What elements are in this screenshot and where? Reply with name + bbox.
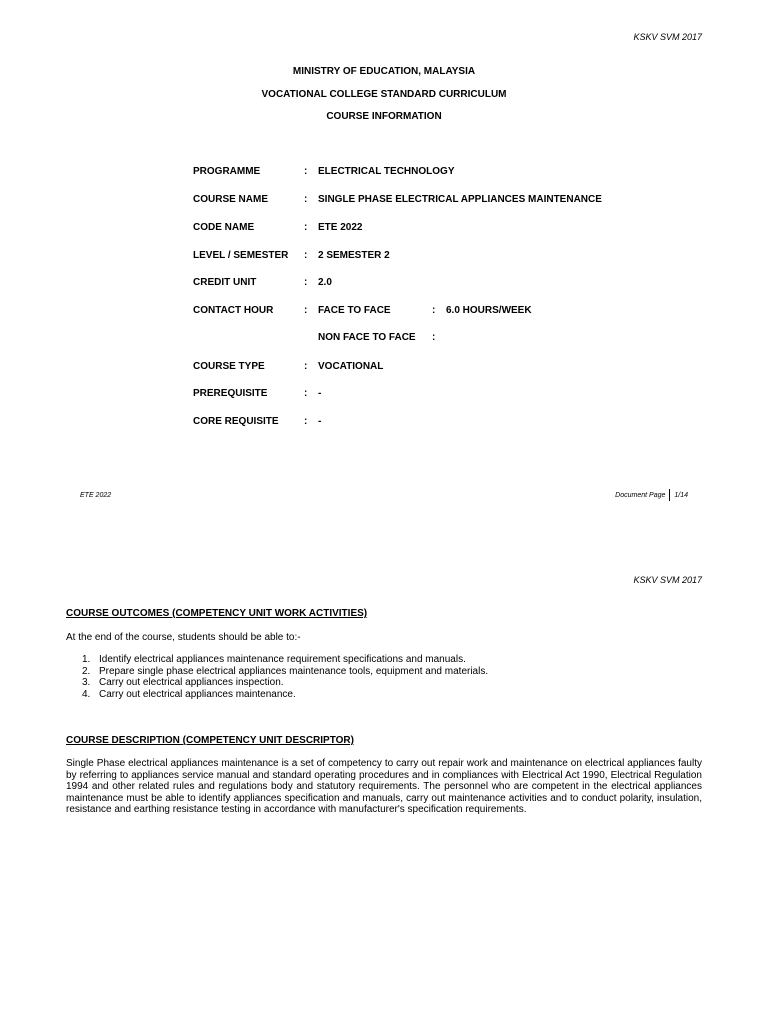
header-reference: KSKV SVM 2017 [633, 575, 702, 585]
course-name-value: SINGLE PHASE ELECTRICAL APPLIANCES MAINTENANCE [318, 194, 602, 205]
code-name-value: ETE 2022 [318, 222, 363, 233]
list-number: 2. [82, 665, 91, 677]
prerequisite-label: PREREQUISITE [193, 388, 268, 399]
list-text: Carry out electrical appliances maintenance. [99, 689, 296, 701]
footer-page-label: Document Page [615, 491, 666, 499]
core-requisite-label: CORE REQUISITE [193, 416, 279, 427]
core-requisite-value: - [318, 416, 322, 427]
curriculum-title: VOCATIONAL COLLEGE STANDARD CURRICULUM [261, 89, 507, 100]
colon: : [432, 305, 436, 316]
list-number: 3. [82, 677, 91, 689]
programme-label: PROGRAMME [193, 166, 261, 177]
list-number: 4. [82, 689, 91, 701]
header-reference: KSKV SVM 2017 [633, 32, 702, 42]
colon: : [304, 416, 308, 427]
course-info-title: COURSE INFORMATION [326, 111, 442, 122]
colon: : [304, 277, 308, 288]
colon: : [304, 361, 308, 372]
course-outcomes-heading: COURSE OUTCOMES (COMPETENCY UNIT WORK ACTIVITIES) [66, 608, 368, 619]
list-item [66, 654, 488, 666]
footer-page-info [615, 489, 688, 501]
course-outcomes-list [66, 654, 488, 701]
credit-unit-value: 2.0 [318, 277, 332, 288]
list-text: Identify electrical appliances maintenance requirement specifications and manuals. [99, 654, 466, 665]
list-number: 1. [82, 654, 91, 665]
course-type-value: VOCATIONAL [318, 361, 384, 372]
colon: : [304, 388, 308, 399]
colon: : [304, 194, 308, 205]
prerequisite-value: - [318, 388, 322, 399]
colon: : [304, 222, 308, 233]
list-item [66, 689, 488, 701]
list-item [66, 677, 488, 689]
list-text: Prepare single phase electrical appliances maintenance tools, equipment and materials. [99, 665, 489, 677]
level-semester-label: LEVEL / SEMESTER [193, 250, 289, 261]
code-name-label: CODE NAME [193, 222, 255, 233]
contact-hour-label: CONTACT HOUR [193, 305, 274, 316]
credit-unit-label: CREDIT UNIT [193, 277, 257, 288]
footer-code: ETE 2022 [80, 492, 112, 499]
course-outcomes-intro: At the end of the course, students should be able to:- [66, 632, 301, 643]
level-semester-value: 2 SEMESTER 2 [318, 250, 390, 261]
document-page-2 [0, 560, 768, 1024]
course-type-label: COURSE TYPE [193, 361, 265, 372]
footer-page-number: 1/14 [674, 491, 688, 499]
colon: : [432, 332, 436, 343]
programme-value: ELECTRICAL TECHNOLOGY [318, 166, 455, 177]
colon: : [304, 250, 308, 261]
course-name-label: COURSE NAME [193, 194, 269, 205]
face-to-face-label: FACE TO FACE [318, 305, 391, 316]
list-item [66, 666, 488, 678]
footer-divider [669, 489, 670, 501]
colon: : [304, 305, 308, 316]
course-description-heading: COURSE DESCRIPTION (COMPETENCY UNIT DESCRIPTOR) [66, 735, 354, 746]
non-face-to-face-label: NON FACE TO FACE [318, 332, 416, 343]
list-text: Carry out electrical appliances inspection. [99, 677, 284, 689]
face-to-face-value: 6.0 HOURS/WEEK [446, 305, 532, 316]
ministry-title: MINISTRY OF EDUCATION, MALAYSIA [292, 66, 476, 77]
course-description-text: Single Phase electrical appliances maintenance is a set of competency to carry out repair work and maintenance on electrical appliances faulty by referring to appliances service manual and standard operating procedures and in compliances with Electrical Act 1990, Electrical Regulation 1994 and other related rules and regulations body and statutory requirements. The personnel who are competent in the electrical appliances maintenance must be able to identify appliances specification and manuals, carry out maintenance activities and to conduct polarity, insulation, resistance and earthing resistance testing in accordance with manufacturer's specification requirements. [66, 758, 702, 815]
colon: : [304, 166, 308, 177]
